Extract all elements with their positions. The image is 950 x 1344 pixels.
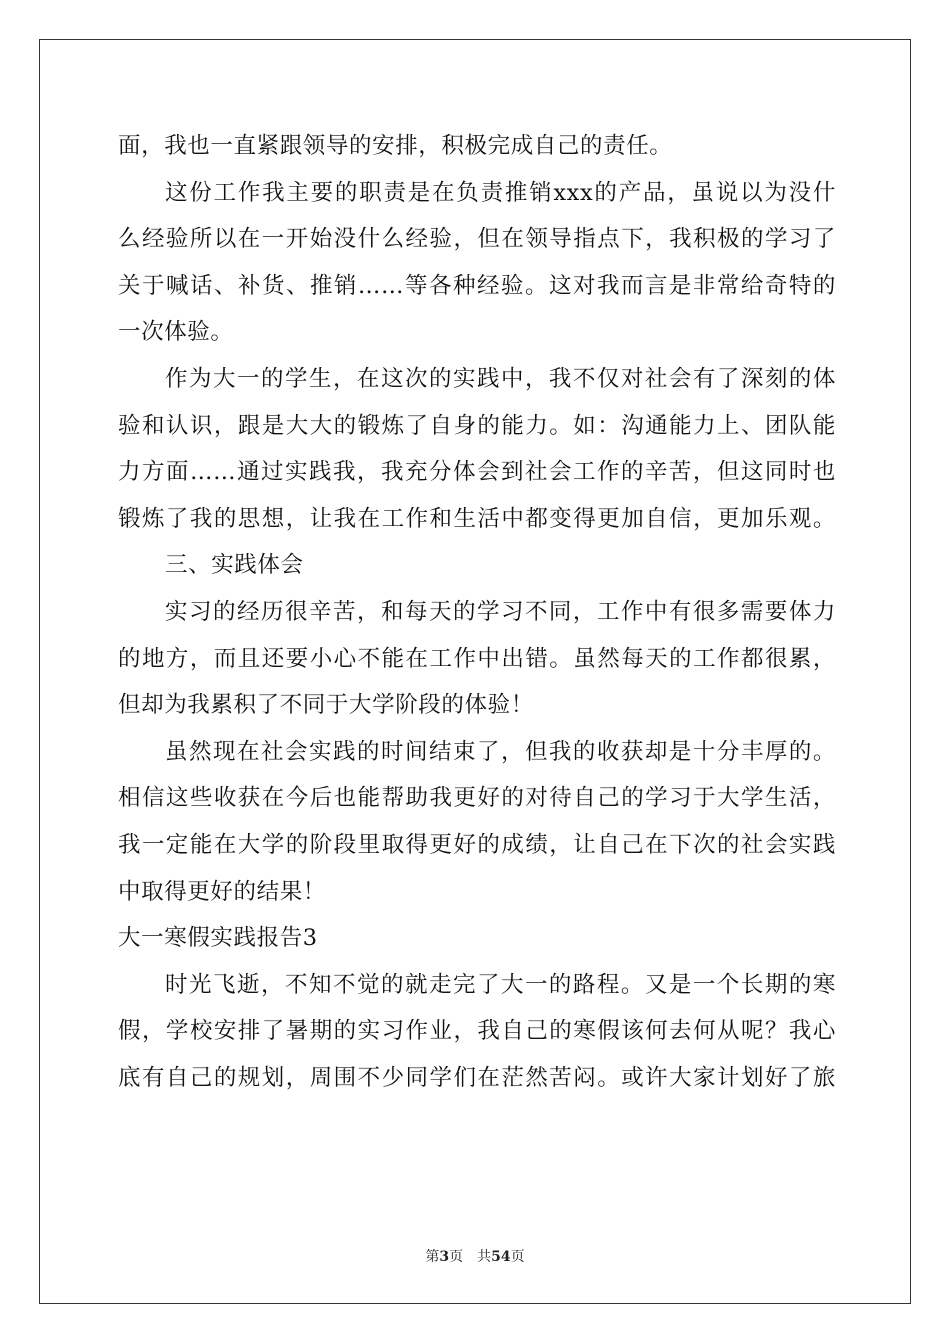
report-title: 大一寒假实践报告3 <box>118 925 318 952</box>
page-total-count: 54 <box>491 1249 511 1265</box>
text-line: 假，学校安排了暑期的实习作业，我自己的寒假该何去何从呢？我心 <box>118 1018 836 1045</box>
text-line: 关于喊话、补货、推销……等各种经验。这对我而言是非常给奇特的 <box>118 272 836 299</box>
paragraph-first-line: 实习的经历很辛苦，和每天的学习不同，工作中有很多需要体力 <box>165 598 836 625</box>
text-line: 一次体验。 <box>118 319 234 346</box>
text-line: 力方面……通过实践我，我充分体会到社会工作的辛苦，但这同时也 <box>118 459 836 486</box>
text-line: 但却为我累积了不同于大学阶段的体验！ <box>118 692 534 719</box>
paragraph-first-line: 虽然现在社会实践的时间结束了，但我的收获却是十分丰厚的。 <box>165 738 836 765</box>
document-body <box>118 123 836 1101</box>
page-number-current: 3 <box>439 1249 450 1265</box>
text-line: 底有自己的规划，周围不少同学们在茫然苦闷。或许大家计划好了旅 <box>118 1064 836 1091</box>
paragraph-first-line: 这份工作我主要的职责是在负责推销xxx的产品，虽说以为没什 <box>165 179 836 206</box>
text-line: 么经验所以在一开始没什么经验，但在领导指点下，我积极的学习了 <box>118 226 836 253</box>
text-line: 锻炼了我的思想，让我在工作和生活中都变得更加自信，更加乐观。 <box>118 505 836 532</box>
page-total-suffix: 页 <box>510 1249 525 1265</box>
page-total-prefix: 共 <box>477 1249 492 1265</box>
paragraph-first-line: 时光飞逝，不知不觉的就走完了大一的路程。又是一个长期的寒 <box>165 971 836 998</box>
text-line: 中取得更好的结果！ <box>118 878 326 905</box>
text-line: 验和认识，跟是大大的锻炼了自身的能力。如：沟通能力上、团队能 <box>118 412 836 439</box>
section-heading: 三、实践体会 <box>165 552 304 579</box>
text-line: 的地方，而且还要小心不能在工作中出错。虽然每天的工作都很累， <box>118 645 836 672</box>
paragraph-first-line: 作为大一的学生，在这次的实践中，我不仅对社会有了深刻的体 <box>165 365 836 392</box>
text-line: 面，我也一直紧跟领导的安排，积极完成自己的责任。 <box>118 133 673 159</box>
text-line: 我一定能在大学的阶段里取得更好的成绩，让自己在下次的社会实践 <box>118 831 836 858</box>
text-line: 相信这些收获在今后也能帮助我更好的对待自己的学习于大学生活， <box>118 785 836 812</box>
page-footer <box>0 1246 950 1266</box>
page-number-suffix: 页 <box>449 1249 464 1265</box>
page-number-prefix: 第 <box>425 1249 440 1265</box>
